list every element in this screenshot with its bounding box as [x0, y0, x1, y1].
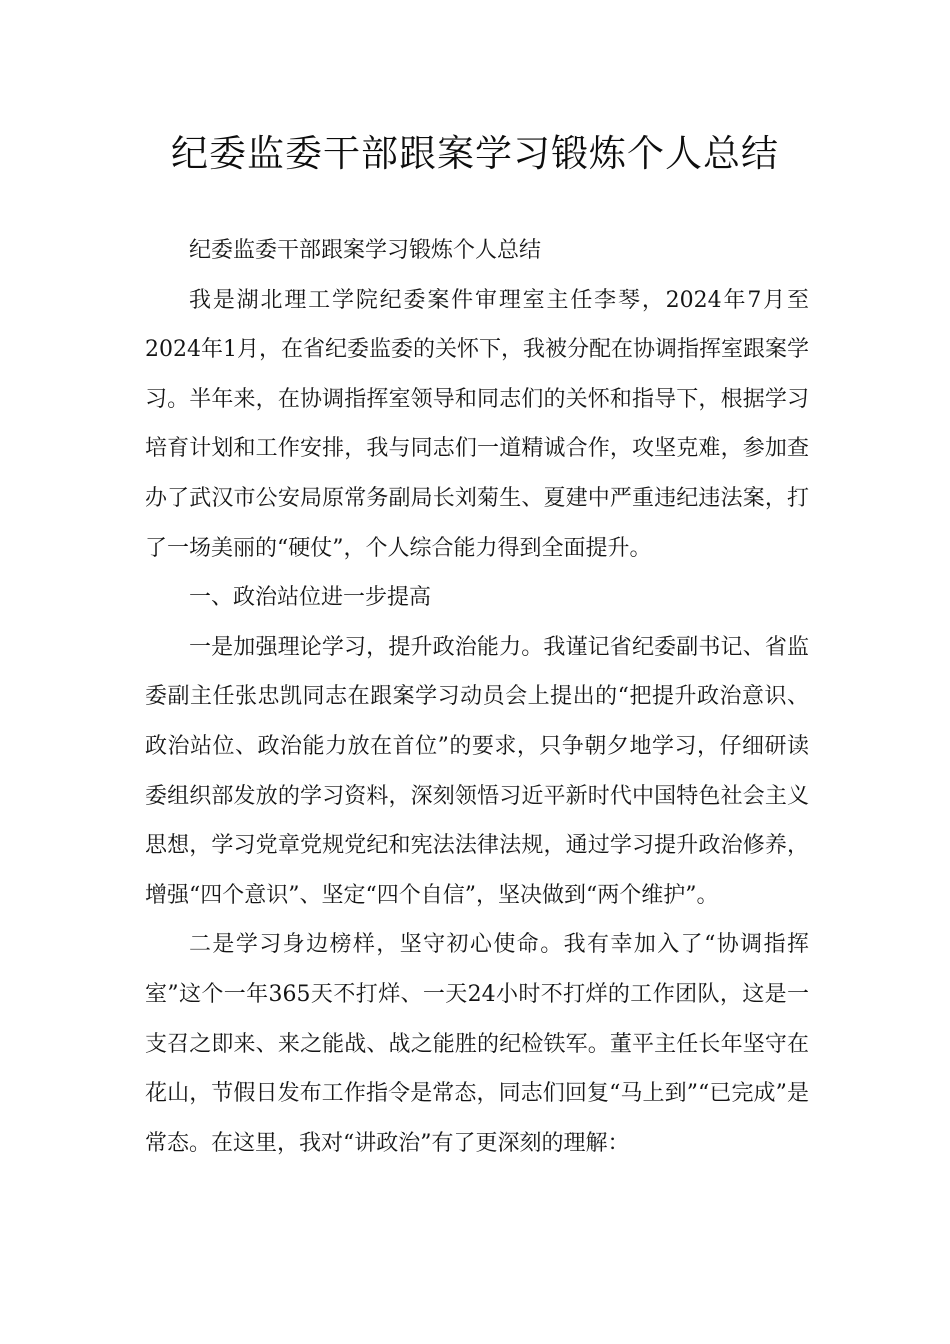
document-body: [145, 226, 809, 1168]
section-heading: 一、政治站位进一步提高: [189, 585, 432, 611]
body-paragraph: 一是加强理论学习，提升政治能力。我谨记省纪委副书记、省监委副主任张忠凯同志在跟案学习动员会上提出的“把提升政治意识、政治站位、政治能力放在首位”的要求，只争朝夕地学习，仔细研读委组织部发放的学习资料，深刻领悟习近平新时代中国特色社会主义思想，学习党章党规党纪和宪法法律法规，通过学习提升政治修养，增强“四个意识”、坚定“四个自信”，坚决做到“两个维护”。: [145, 634, 809, 908]
subtitle-paragraph: 纪委监委干部跟案学习锻炼个人总结: [189, 238, 542, 263]
document-title: 纪委监委干部跟案学习锻炼个人总结: [171, 132, 779, 175]
intro-paragraph: 我是湖北理工学院纪委案件审理室主任李琴，2024年7月至2024年1月，在省纪委监委的关怀下，我被分配在协调指挥室跟案学习。半年来，在协调指挥室领导和同志们的关怀和指导下，根据学习培育计划和工作安排，我与同志们一道精诚合作，攻坚克难，参加查办了武汉市公安局原常务副局长刘菊生、夏建中严重违纪违法案，打了一场美丽的“硬仗”，个人综合能力得到全面提升。: [145, 287, 809, 561]
body-paragraph: 二是学习身边榜样，坚守初心使命。我有幸加入了“协调指挥室”这个一年365天不打烊、一天24小时不打烊的工作团队，这是一支召之即来、来之能战、战之能胜的纪检铁军。董平主任长年坚守在花山，节假日发布工作指令是常态，同志们回复“马上到”“已完成”是常态。在这里，我对“讲政治”有了更深刻的理解：: [145, 932, 809, 1156]
